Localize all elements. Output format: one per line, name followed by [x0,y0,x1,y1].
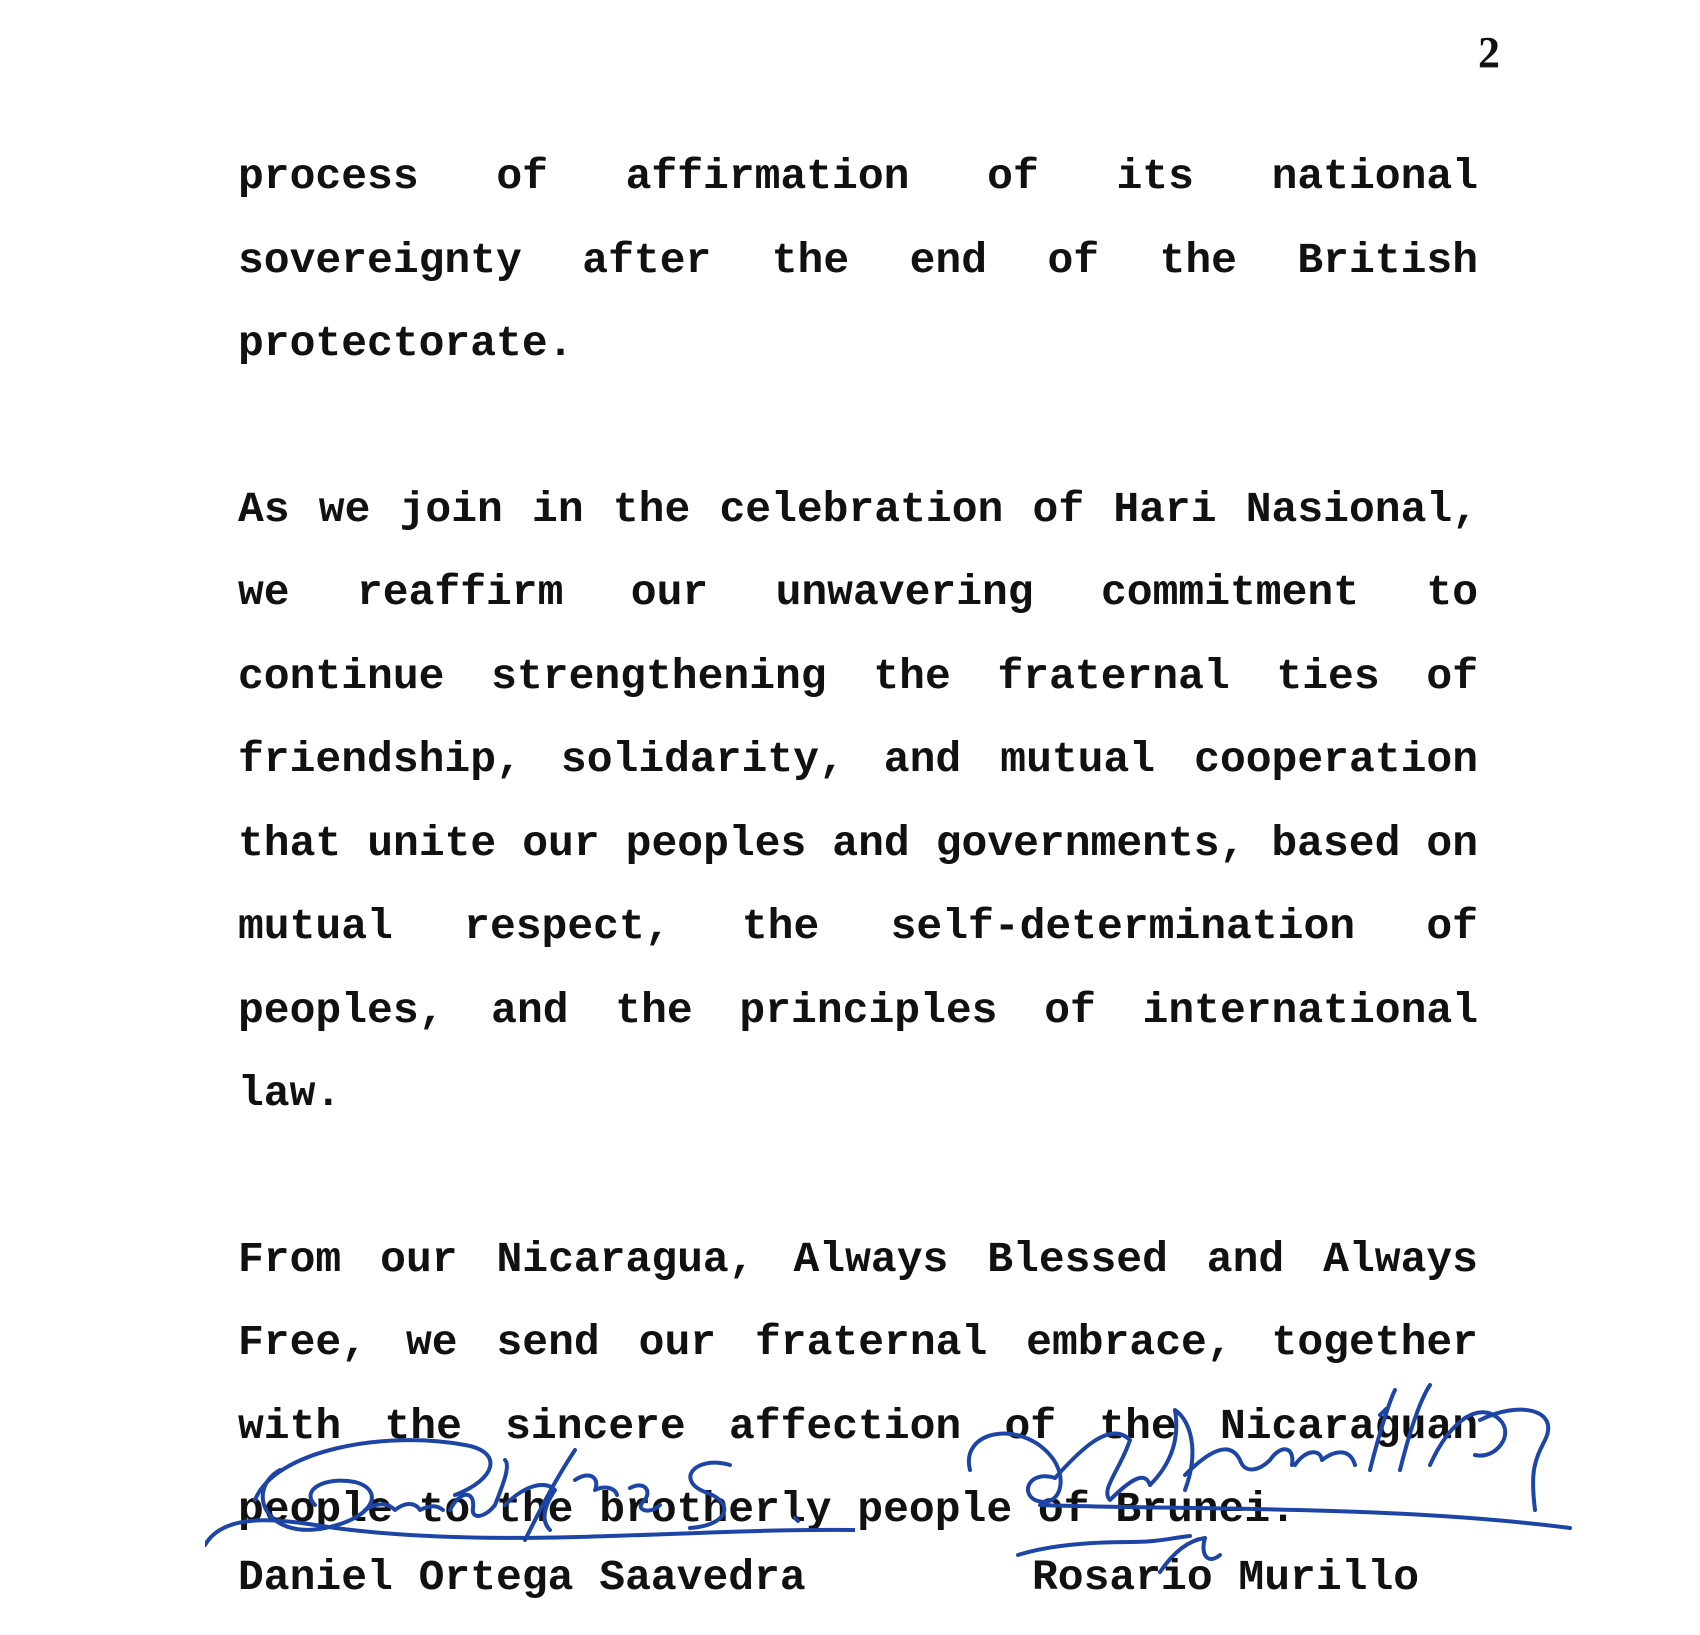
paragraph-1: process of affirmation of its national sovereignty after the end of the British protectorate. [238,152,1478,368]
signatory-name-murillo: Rosario Murillo [1032,1553,1420,1602]
signatory-name-ortega: Daniel Ortega Saavedra [238,1553,806,1602]
paragraph-3: From our Nicaragua, Always Blessed and Always Free, we send our fraternal embrace, together with the sincere affection of the Nicaraguan people to the brotherly people of Brunei. [238,1234,1478,1534]
page-number: 2 [1478,28,1500,77]
letter-body [238,135,1478,1552]
paragraph-2: As we join in the celebration of Hari Nasional, we reaffirm our unwavering commitment to continue strengthening the fraternal ties of friendship, solidarity, and mutual cooperation that unite our peoples and governments, based on mutual respect, the self-determination of peoples, and the principles of international law. [238,484,1478,1118]
